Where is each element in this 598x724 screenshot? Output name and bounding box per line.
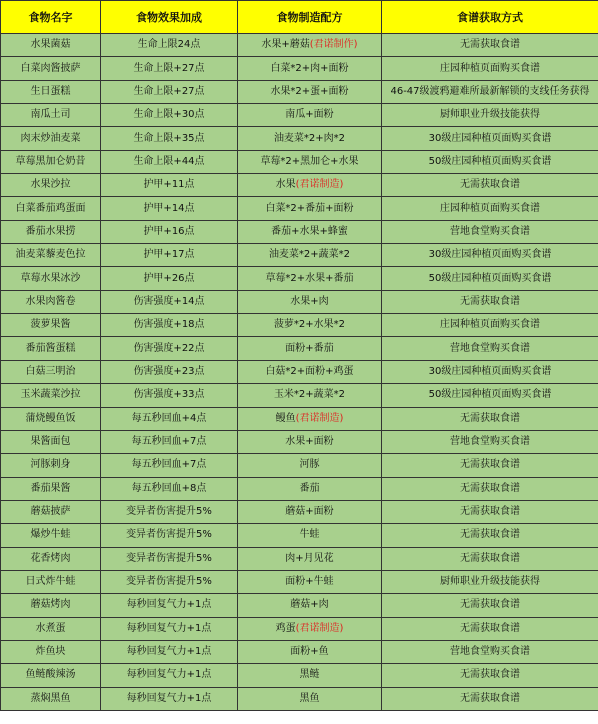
cell-food-recipe-text: 水果 — [275, 179, 296, 191]
cell-food-recipe — [238, 687, 382, 710]
cell-food-recipe — [238, 290, 382, 313]
cell-food-name — [1, 524, 101, 547]
cell-food-effect — [101, 244, 238, 267]
cell-food-effect-text: 护甲+11点 — [143, 179, 195, 191]
header-food-name: 食物名字 — [1, 1, 101, 34]
cell-food-effect-text: 生命上限+44点 — [133, 155, 205, 167]
cell-food-name — [1, 174, 101, 197]
cell-recipe-source — [382, 34, 598, 57]
cell-food-effect — [101, 640, 238, 663]
cell-food-effect-text: 伤害强度+22点 — [133, 342, 205, 354]
table-row — [1, 617, 598, 640]
cell-food-recipe — [238, 34, 382, 57]
cell-recipe-source-text: 庄园种植页面购买食谱 — [440, 202, 540, 214]
cell-food-recipe-text: 肉+月见花 — [285, 552, 334, 564]
cell-food-effect-text: 护甲+26点 — [143, 272, 195, 284]
table-row — [1, 664, 598, 687]
cell-food-name — [1, 384, 101, 407]
cell-food-name-text: 番茄水果捞 — [25, 225, 76, 237]
cell-recipe-source-text: 30级庄园种植页面购买食谱 — [428, 365, 552, 377]
cell-recipe-source-text: 营地食堂购买食谱 — [450, 225, 530, 237]
cell-food-name-text: 草莓水果冰沙 — [20, 272, 81, 284]
cell-food-effect — [101, 150, 238, 173]
cell-recipe-source — [382, 524, 598, 547]
cell-food-recipe-text: 白菇*2+面粉+鸡蛋 — [265, 365, 354, 377]
header-recipe-source: 食谱获取方式 — [382, 1, 598, 34]
cell-food-name — [1, 127, 101, 150]
cell-recipe-source-text: 庄园种植页面购买食谱 — [440, 62, 540, 74]
cell-food-name-text: 日式炸牛蛙 — [25, 576, 76, 588]
cell-food-recipe-text: 河豚 — [299, 459, 320, 471]
cell-food-name — [1, 267, 101, 290]
table-row — [1, 547, 598, 570]
table-row — [1, 244, 598, 267]
cell-food-effect-text: 变异者伤害提升5% — [126, 529, 212, 541]
cell-food-name-text: 爆炒牛蛙 — [30, 529, 71, 541]
cell-food-name-text: 肉末炒油麦菜 — [20, 132, 81, 144]
cell-recipe-source — [382, 290, 598, 313]
cell-food-recipe-text: 水果+面粉 — [285, 436, 334, 448]
cell-food-effect-text: 变异者伤害提升5% — [126, 576, 212, 588]
cell-recipe-source-text: 无需获取食谱 — [460, 179, 520, 191]
cell-food-recipe — [238, 197, 382, 220]
cell-food-recipe-text: 黑鱼 — [299, 692, 320, 704]
cell-food-effect-text: 生命上限24点 — [137, 39, 201, 51]
cell-food-name-text: 水煮蛋 — [35, 622, 66, 634]
cell-food-name-text: 番茄酱蛋糕 — [25, 342, 76, 354]
cell-food-recipe-text: 鳗鱼 — [275, 412, 296, 424]
cell-food-name — [1, 430, 101, 453]
cell-recipe-source — [382, 500, 598, 523]
table-row — [1, 570, 598, 593]
cell-food-effect — [101, 80, 238, 103]
cell-food-recipe-text: 白菜*2+肉+面粉 — [270, 62, 349, 74]
cell-food-effect-text: 每五秒回血+8点 — [131, 482, 207, 494]
cell-food-effect-text: 每秒回复气力+1点 — [126, 646, 212, 658]
cell-food-name — [1, 477, 101, 500]
table-row — [1, 220, 598, 243]
cell-food-recipe-text: 面粉+牛蛙 — [285, 576, 334, 588]
cell-food-name — [1, 594, 101, 617]
table-row — [1, 360, 598, 383]
cell-recipe-source-text: 无需获取食谱 — [460, 39, 520, 51]
cell-food-effect — [101, 267, 238, 290]
cell-food-effect-text: 生命上限+27点 — [133, 62, 205, 74]
cell-recipe-source — [382, 220, 598, 243]
cell-food-effect — [101, 220, 238, 243]
cell-food-effect-text: 变异者伤害提升5% — [126, 552, 212, 564]
cell-food-name-text: 油麦菜藜麦色拉 — [15, 249, 86, 261]
cell-recipe-source — [382, 197, 598, 220]
cell-food-recipe — [238, 640, 382, 663]
cell-food-effect — [101, 104, 238, 127]
cell-recipe-source — [382, 477, 598, 500]
cell-recipe-source — [382, 314, 598, 337]
cell-food-name-text: 白菜肉酱披萨 — [20, 62, 81, 74]
table-row — [1, 150, 598, 173]
cell-food-recipe — [238, 407, 382, 430]
cell-recipe-source — [382, 57, 598, 80]
cell-recipe-source — [382, 150, 598, 173]
cell-food-effect — [101, 34, 238, 57]
cell-food-name — [1, 220, 101, 243]
table-row — [1, 477, 598, 500]
cell-food-effect-text: 伤害强度+14点 — [133, 295, 205, 307]
cell-food-name — [1, 80, 101, 103]
cell-food-recipe-text: 面粉+鱼 — [290, 646, 329, 658]
cell-food-recipe-text: 草莓*2+黑加仑+水果 — [260, 155, 359, 167]
cell-food-effect — [101, 687, 238, 710]
cell-food-name-text: 河豚刺身 — [30, 459, 71, 471]
table-row — [1, 430, 598, 453]
header-food-recipe: 食物制造配方 — [238, 1, 382, 34]
cell-recipe-source-text: 无需获取食谱 — [460, 295, 520, 307]
cell-food-effect — [101, 174, 238, 197]
cell-recipe-source-text: 无需获取食谱 — [460, 669, 520, 681]
cell-recipe-source-text: 营地食堂购买食谱 — [450, 342, 530, 354]
table-row — [1, 687, 598, 710]
cell-recipe-source — [382, 547, 598, 570]
cell-food-recipe — [238, 430, 382, 453]
cell-food-effect — [101, 127, 238, 150]
cell-food-effect — [101, 664, 238, 687]
cell-recipe-source — [382, 80, 598, 103]
cell-recipe-source — [382, 337, 598, 360]
cell-food-name-text: 鱼鲢酸辣汤 — [25, 669, 76, 681]
cell-recipe-source-text: 无需获取食谱 — [460, 506, 520, 518]
cell-food-name-text: 水果菌菇 — [30, 39, 71, 51]
cell-food-name — [1, 34, 101, 57]
recipe-note: (君诺制造) — [295, 179, 344, 191]
cell-food-name-text: 水果肉酱卷 — [25, 295, 76, 307]
cell-food-effect-text: 每秒回复气力+1点 — [126, 622, 212, 634]
cell-recipe-source — [382, 360, 598, 383]
table-row — [1, 57, 598, 80]
cell-recipe-source-text: 厨师职业升级技能获得 — [440, 576, 540, 588]
cell-food-effect — [101, 407, 238, 430]
cell-recipe-source-text: 30级庄园种植页面购买食谱 — [428, 249, 552, 261]
cell-food-effect — [101, 314, 238, 337]
cell-recipe-source — [382, 430, 598, 453]
table-row — [1, 337, 598, 360]
table-row — [1, 197, 598, 220]
cell-food-name-text: 番茄果酱 — [30, 482, 71, 494]
cell-food-effect — [101, 384, 238, 407]
cell-food-recipe-text: 油麦菜*2+肉*2 — [273, 132, 346, 144]
cell-food-effect — [101, 547, 238, 570]
cell-food-name-text: 菠萝果酱 — [30, 319, 71, 331]
cell-food-effect — [101, 360, 238, 383]
cell-food-recipe-text: 草莓*2+水果+番茄 — [265, 272, 354, 284]
cell-food-effect — [101, 337, 238, 360]
cell-food-effect — [101, 454, 238, 477]
cell-food-name-text: 花香烤肉 — [30, 552, 71, 564]
cell-food-name — [1, 337, 101, 360]
cell-food-effect — [101, 197, 238, 220]
cell-food-name-text: 草莓黑加仑奶昔 — [15, 155, 86, 167]
cell-food-recipe — [238, 57, 382, 80]
cell-recipe-source-text: 30级庄园种植页面购买食谱 — [428, 132, 552, 144]
cell-food-name-text: 蒸焖黑鱼 — [30, 692, 71, 704]
cell-recipe-source-text: 50级庄园种植页面购买食谱 — [428, 389, 552, 401]
cell-food-recipe-text: 水果*2+蛋+面粉 — [270, 85, 349, 97]
cell-food-name-text: 白菜番茄鸡蛋面 — [15, 202, 86, 214]
cell-food-name — [1, 500, 101, 523]
cell-food-name-text: 蘑菇披萨 — [30, 506, 71, 518]
cell-food-effect-text: 变异者伤害提升5% — [126, 506, 212, 518]
cell-food-name — [1, 454, 101, 477]
cell-food-recipe-text: 油麦菜*2+蔬菜*2 — [268, 249, 351, 261]
cell-food-name — [1, 290, 101, 313]
cell-recipe-source-text: 厨师职业升级技能获得 — [440, 109, 540, 121]
table-row — [1, 454, 598, 477]
cell-food-name — [1, 57, 101, 80]
cell-food-effect — [101, 594, 238, 617]
cell-food-effect-text: 护甲+17点 — [143, 249, 195, 261]
cell-food-recipe-text: 黑鲢 — [299, 669, 320, 681]
cell-food-name — [1, 197, 101, 220]
cell-recipe-source — [382, 407, 598, 430]
cell-recipe-source — [382, 244, 598, 267]
cell-food-recipe-text: 番茄 — [299, 482, 320, 494]
cell-recipe-source-text: 50级庄园种植页面购买食谱 — [428, 272, 552, 284]
cell-recipe-source-text: 庄园种植页面购买食谱 — [440, 319, 540, 331]
recipe-note: (君诺制造) — [295, 412, 344, 424]
table-row — [1, 594, 598, 617]
cell-food-recipe — [238, 594, 382, 617]
cell-recipe-source — [382, 267, 598, 290]
table-row — [1, 104, 598, 127]
cell-food-recipe — [238, 360, 382, 383]
table-row — [1, 500, 598, 523]
cell-food-effect-text: 每五秒回血+7点 — [131, 459, 207, 471]
cell-recipe-source — [382, 664, 598, 687]
cell-food-recipe — [238, 547, 382, 570]
table-row — [1, 384, 598, 407]
cell-recipe-source-text: 无需获取食谱 — [460, 482, 520, 494]
cell-recipe-source — [382, 617, 598, 640]
cell-food-effect-text: 每秒回复气力+1点 — [126, 692, 212, 704]
cell-food-effect-text: 每五秒回血+4点 — [131, 412, 207, 424]
cell-food-effect-text: 生命上限+35点 — [133, 132, 205, 144]
cell-food-recipe-text: 蘑菇+肉 — [290, 599, 329, 611]
table-row — [1, 314, 598, 337]
cell-recipe-source — [382, 594, 598, 617]
cell-recipe-source-text: 无需获取食谱 — [460, 412, 520, 424]
cell-recipe-source-text: 50级庄园种植页面购买食谱 — [428, 155, 552, 167]
cell-food-recipe — [238, 314, 382, 337]
cell-food-effect — [101, 617, 238, 640]
cell-food-recipe — [238, 454, 382, 477]
cell-food-name — [1, 407, 101, 430]
cell-food-recipe — [238, 104, 382, 127]
cell-food-name-text: 水果沙拉 — [30, 179, 71, 191]
cell-food-recipe-text: 面粉+番茄 — [285, 342, 334, 354]
cell-recipe-source-text: 无需获取食谱 — [460, 552, 520, 564]
cell-food-recipe-text: 菠萝*2+水果*2 — [273, 319, 346, 331]
cell-food-effect-text: 每秒回复气力+1点 — [126, 599, 212, 611]
cell-food-name — [1, 314, 101, 337]
cell-food-name-text: 炸鱼块 — [35, 646, 66, 658]
cell-food-name — [1, 547, 101, 570]
cell-recipe-source — [382, 174, 598, 197]
cell-food-name — [1, 150, 101, 173]
cell-food-name — [1, 664, 101, 687]
cell-food-effect — [101, 477, 238, 500]
cell-food-recipe — [238, 384, 382, 407]
cell-food-recipe — [238, 244, 382, 267]
cell-food-recipe — [238, 617, 382, 640]
cell-recipe-source-text: 无需获取食谱 — [460, 599, 520, 611]
cell-food-effect-text: 伤害强度+18点 — [133, 319, 205, 331]
table-row — [1, 127, 598, 150]
cell-food-effect-text: 伤害强度+23点 — [133, 365, 205, 377]
cell-food-recipe — [238, 477, 382, 500]
cell-recipe-source-text: 营地食堂购买食谱 — [450, 646, 530, 658]
cell-food-effect — [101, 290, 238, 313]
cell-recipe-source — [382, 454, 598, 477]
cell-food-recipe-text: 南瓜+面粉 — [285, 109, 334, 121]
header-row — [1, 1, 598, 34]
cell-food-name — [1, 640, 101, 663]
cell-food-recipe-text: 水果+蘑菇 — [261, 39, 310, 51]
table-row — [1, 524, 598, 547]
recipe-note: (君诺制作) — [309, 39, 358, 51]
cell-recipe-source — [382, 127, 598, 150]
table-row — [1, 267, 598, 290]
cell-food-recipe-text: 蘑菇+面粉 — [285, 506, 334, 518]
cell-food-recipe — [238, 150, 382, 173]
cell-food-name — [1, 104, 101, 127]
cell-food-recipe — [238, 500, 382, 523]
cell-food-name-text: 果酱面包 — [30, 436, 71, 448]
cell-food-recipe — [238, 80, 382, 103]
cell-food-name — [1, 617, 101, 640]
cell-food-effect-text: 每秒回复气力+1点 — [126, 669, 212, 681]
cell-food-effect — [101, 500, 238, 523]
cell-food-name-text: 玉米蔬菜沙拉 — [20, 389, 81, 401]
cell-recipe-source — [382, 640, 598, 663]
cell-food-recipe — [238, 570, 382, 593]
table-row — [1, 290, 598, 313]
cell-food-effect-text: 生命上限+30点 — [133, 109, 205, 121]
cell-food-effect — [101, 57, 238, 80]
cell-food-recipe — [238, 664, 382, 687]
cell-food-effect — [101, 524, 238, 547]
cell-food-recipe-text: 白菜*2+番茄+面粉 — [265, 202, 354, 214]
cell-food-effect-text: 护甲+14点 — [143, 202, 195, 214]
cell-food-name — [1, 687, 101, 710]
cell-food-effect-text: 生命上限+27点 — [133, 85, 205, 97]
cell-food-recipe-text: 玉米*2+蔬菜*2 — [273, 389, 346, 401]
cell-food-recipe — [238, 267, 382, 290]
cell-food-recipe — [238, 524, 382, 547]
cell-recipe-source — [382, 384, 598, 407]
table-row — [1, 640, 598, 663]
cell-food-name-text: 白菇三明治 — [25, 365, 76, 377]
cell-food-effect-text: 护甲+16点 — [143, 225, 195, 237]
cell-food-effect — [101, 430, 238, 453]
cell-recipe-source-text: 营地食堂购买食谱 — [450, 436, 530, 448]
cell-food-recipe-text: 鸡蛋 — [275, 622, 296, 634]
cell-food-recipe — [238, 174, 382, 197]
cell-food-name — [1, 244, 101, 267]
cell-recipe-source-text: 无需获取食谱 — [460, 459, 520, 471]
cell-food-recipe — [238, 337, 382, 360]
cell-recipe-source-text: 46-47级渡鸦避难所最新解锁的支线任务获得 — [390, 85, 590, 97]
cell-recipe-source — [382, 570, 598, 593]
cell-food-recipe — [238, 127, 382, 150]
cell-food-name-text: 南瓜土司 — [30, 109, 71, 121]
cell-recipe-source-text: 无需获取食谱 — [460, 529, 520, 541]
cell-food-name-text: 蘑菇烤肉 — [30, 599, 71, 611]
cell-food-name-text: 蒲烧鳗鱼饭 — [25, 412, 76, 424]
cell-food-recipe-text: 牛蛙 — [299, 529, 320, 541]
cell-food-recipe-text: 番茄+水果+蜂蜜 — [271, 225, 348, 237]
table-row — [1, 407, 598, 430]
cell-food-name-text: 生日蛋糕 — [30, 85, 71, 97]
cell-food-name — [1, 570, 101, 593]
cell-food-recipe-text: 水果+肉 — [290, 295, 329, 307]
cell-food-effect-text: 伤害强度+33点 — [133, 389, 205, 401]
cell-food-effect — [101, 570, 238, 593]
cell-food-effect-text: 每五秒回血+7点 — [131, 436, 207, 448]
header-food-effect: 食物效果加成 — [101, 1, 238, 34]
cell-recipe-source — [382, 104, 598, 127]
table-row — [1, 80, 598, 103]
recipe-note: (君诺制造) — [295, 622, 344, 634]
cell-recipe-source-text: 无需获取食谱 — [460, 692, 520, 704]
cell-recipe-source — [382, 687, 598, 710]
cell-recipe-source-text: 无需获取食谱 — [460, 622, 520, 634]
table-row — [1, 34, 598, 57]
cell-food-name — [1, 360, 101, 383]
table-row — [1, 174, 598, 197]
cell-food-recipe — [238, 220, 382, 243]
